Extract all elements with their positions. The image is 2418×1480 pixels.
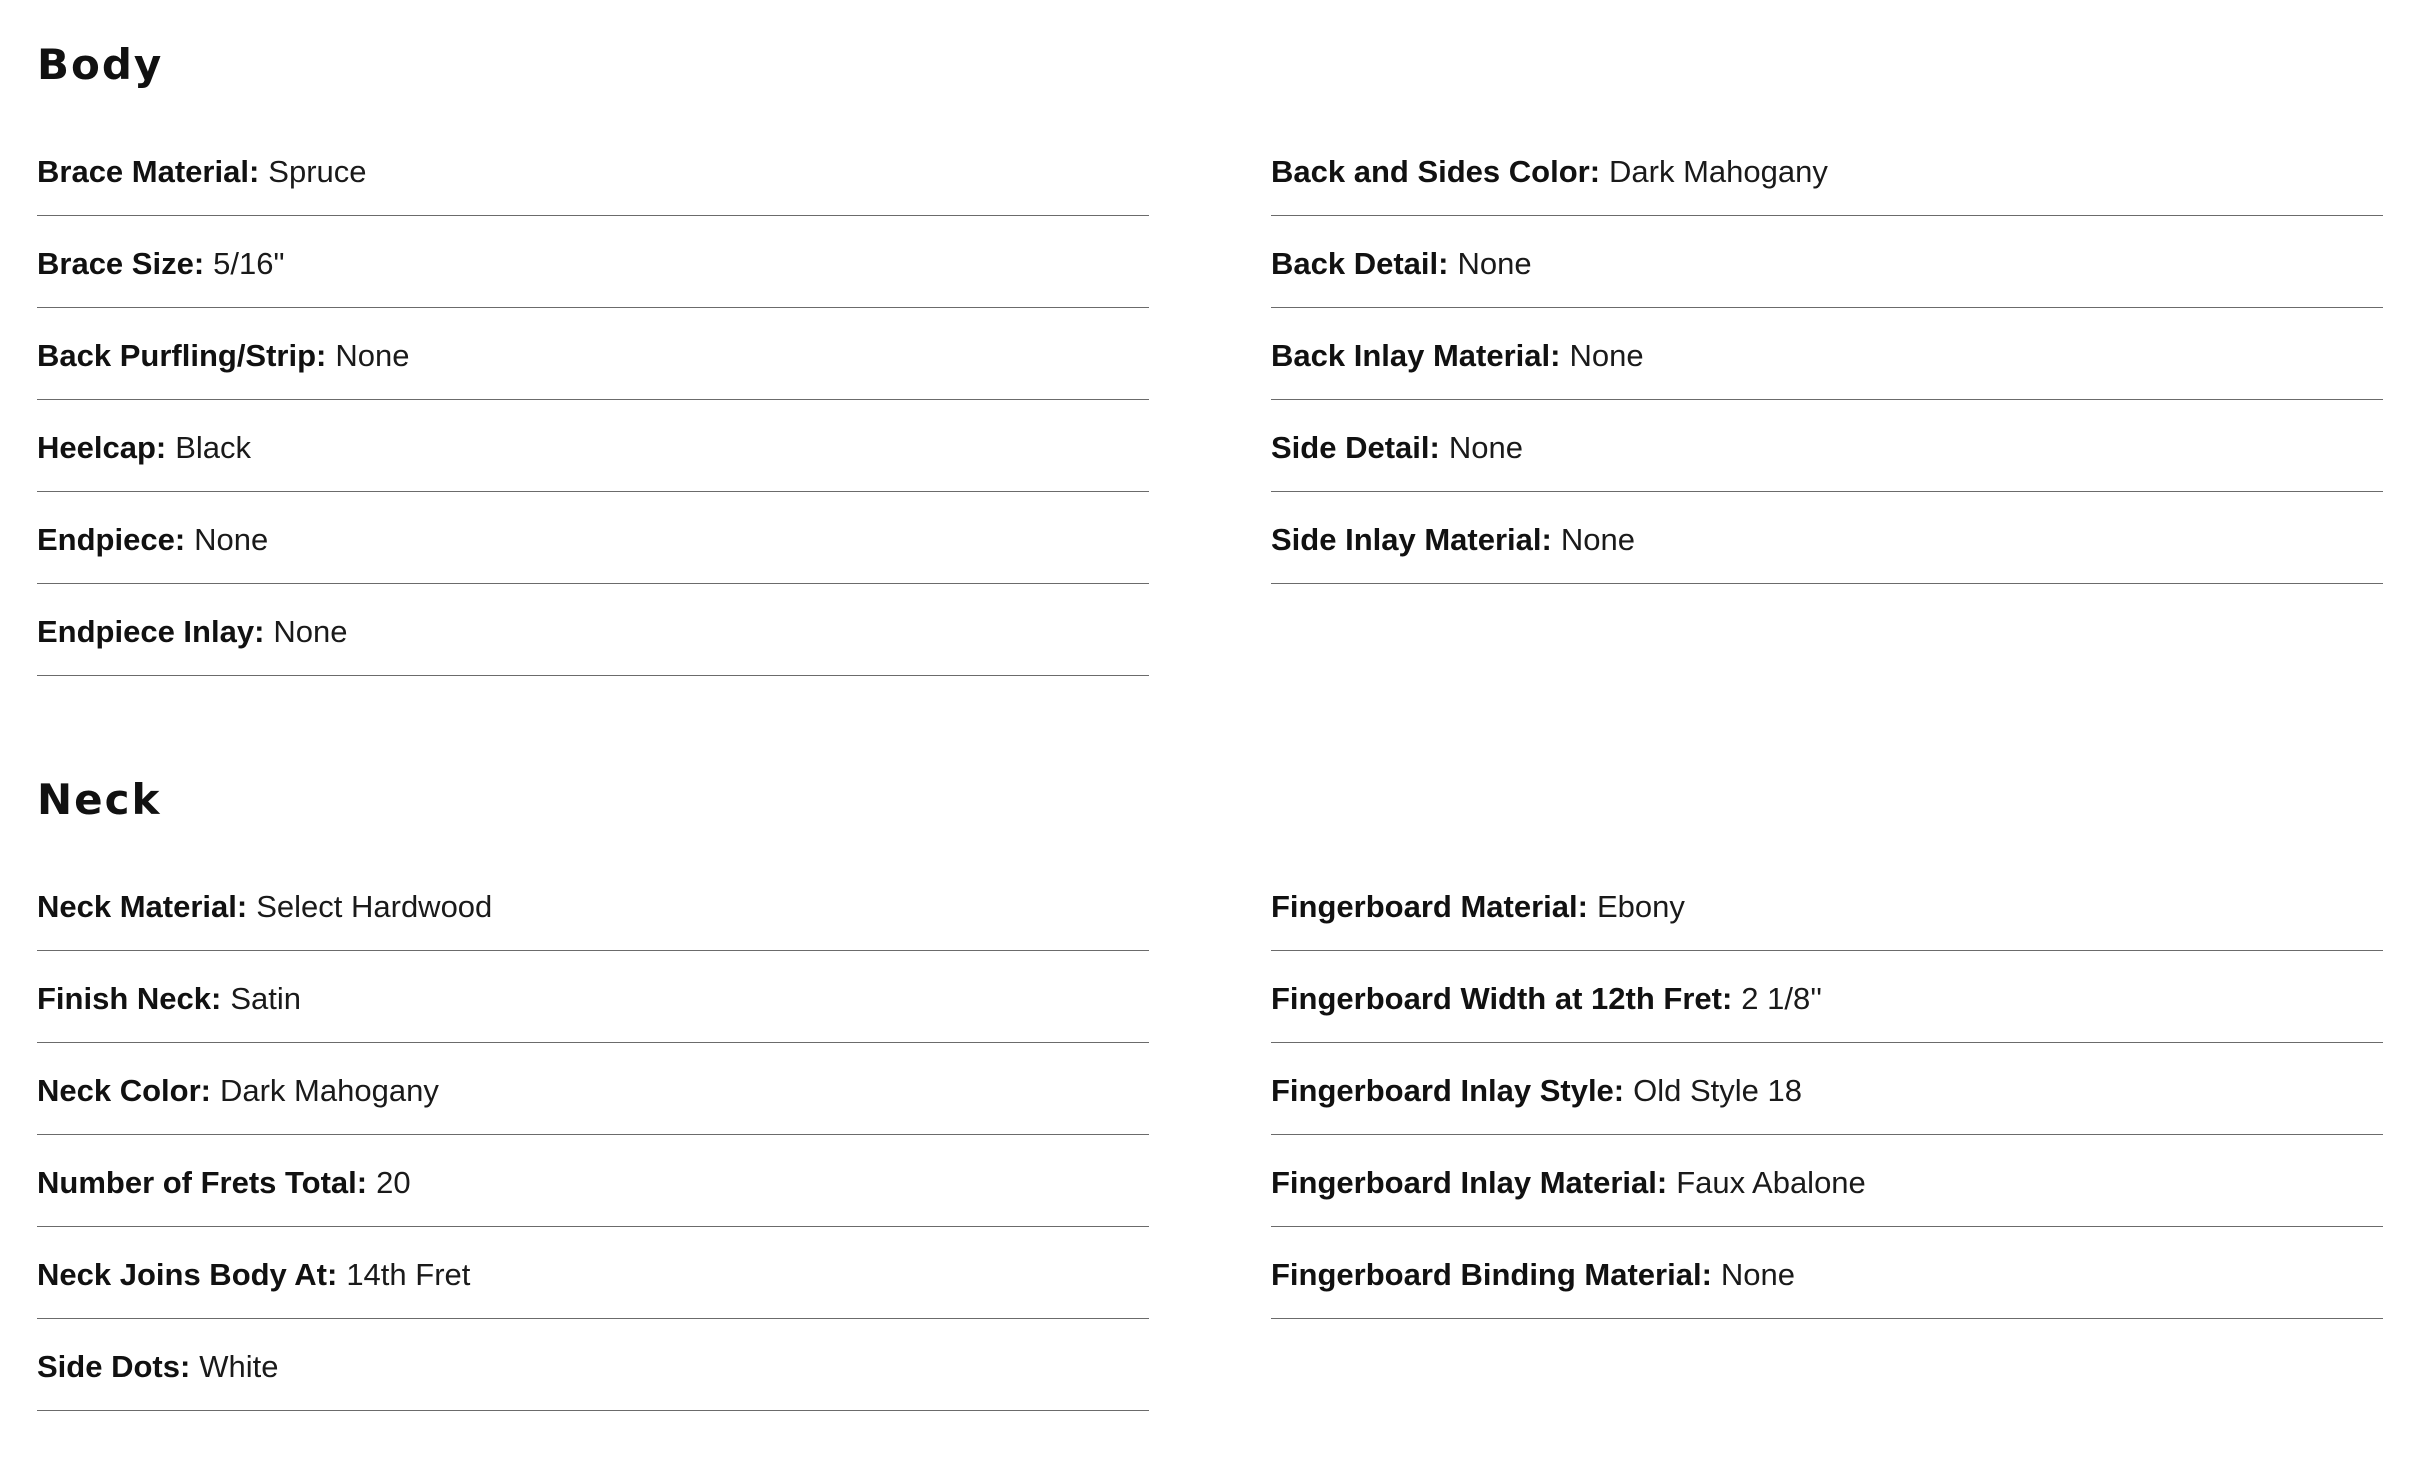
spec-label: Fingerboard Width at 12th Fret: (1271, 980, 1733, 1016)
spec-value: None (1569, 337, 1644, 373)
spec-row-endpiece (37, 494, 1149, 584)
spec-value: Black (175, 429, 252, 465)
neck-spec-list-right (1271, 861, 2383, 1411)
spec-value: 20 (376, 1164, 411, 1200)
body-spec-list-right (1271, 126, 2383, 676)
body-spec-columns (37, 126, 2383, 676)
spec-label: Fingerboard Binding Material: (1271, 1256, 1712, 1292)
spec-row-fingerboard-material (1271, 861, 2383, 951)
spec-value: None (335, 337, 410, 373)
spec-row-side-inlay-material (1271, 494, 2383, 584)
spec-label: Back Purfling/Strip: (37, 337, 327, 373)
spec-row-endpiece-inlay (37, 586, 1149, 676)
spec-row-heelcap (37, 402, 1149, 492)
body-spec-list-left (37, 126, 1149, 676)
spec-value: Dark Mahogany (219, 1072, 439, 1108)
spec-label: Brace Material: (37, 153, 260, 189)
spec-value: Faux Abalone (1676, 1164, 1866, 1200)
spec-label: Neck Material: (37, 888, 248, 924)
spec-value: Dark Mahogany (1609, 153, 1828, 189)
spec-row-back-inlay-material (1271, 310, 2383, 400)
spec-label: Back Inlay Material: (1271, 337, 1561, 373)
spec-row-fingerboard-inlay-style (1271, 1045, 2383, 1135)
spec-row-fingerboard-binding-material (1271, 1229, 2383, 1319)
spec-label: Heelcap: (37, 429, 167, 465)
spec-value: None (194, 521, 269, 557)
spec-value: 14th Fret (346, 1256, 471, 1292)
neck-spec-list-left (37, 861, 1149, 1411)
spec-label: Endpiece: (37, 521, 186, 557)
spec-row-fingerboard-inlay-material (1271, 1137, 2383, 1227)
neck-spec-columns (37, 861, 2383, 1411)
neck-section (37, 735, 2383, 1411)
spec-label: Number of Frets Total: (37, 1164, 368, 1200)
section-title-neck: Neck (37, 775, 162, 824)
spec-value: Old Style 18 (1633, 1072, 1802, 1108)
spec-row-back-detail (1271, 218, 2383, 308)
spec-label: Back and Sides Color: (1271, 153, 1601, 189)
spec-label: Fingerboard Inlay Style: (1271, 1072, 1625, 1108)
spec-label: Side Dots: (37, 1348, 191, 1384)
spec-label: Finish Neck: (37, 980, 222, 1016)
spec-value: None (1560, 521, 1635, 557)
spec-row-number-of-frets (37, 1137, 1149, 1227)
spec-value: Spruce (268, 153, 367, 189)
spec-value: None (1720, 1256, 1796, 1292)
spec-value: None (273, 613, 348, 649)
spec-label: Brace Size: (37, 245, 205, 281)
spec-value: Satin (230, 980, 301, 1016)
spec-row-brace-size (37, 218, 1149, 308)
section-title-body: Body (37, 40, 164, 89)
spec-value: Select Hardwood (256, 888, 493, 924)
spec-row-finish-neck (37, 953, 1149, 1043)
body-section (37, 0, 2383, 676)
spec-row-fingerboard-width (1271, 953, 2383, 1043)
spec-value: None (1457, 245, 1532, 281)
spec-label: Endpiece Inlay: (37, 613, 265, 649)
spec-row-back-purfling (37, 310, 1149, 400)
spec-label: Neck Joins Body At: (37, 1256, 338, 1292)
spec-value: 2 1/8'' (1741, 980, 1823, 1016)
spec-row-neck-material (37, 861, 1149, 951)
spec-row-back-sides-color (1271, 126, 2383, 216)
spec-row-neck-color (37, 1045, 1149, 1135)
spec-row-side-detail (1271, 402, 2383, 492)
spec-row-neck-joins-body (37, 1229, 1149, 1319)
spec-label: Side Inlay Material: (1271, 521, 1552, 557)
spec-label: Fingerboard Inlay Material: (1271, 1164, 1668, 1200)
spec-label: Back Detail: (1271, 245, 1449, 281)
spec-value: White (199, 1348, 279, 1384)
spec-label: Side Detail: (1271, 429, 1440, 465)
spec-value: 5/16" (213, 245, 285, 281)
spec-row-brace-material (37, 126, 1149, 216)
spec-label: Neck Color: (37, 1072, 211, 1108)
spec-row-side-dots (37, 1321, 1149, 1411)
spec-value: None (1448, 429, 1523, 465)
spec-label: Fingerboard Material: (1271, 888, 1588, 924)
spec-value: Ebony (1596, 888, 1685, 924)
